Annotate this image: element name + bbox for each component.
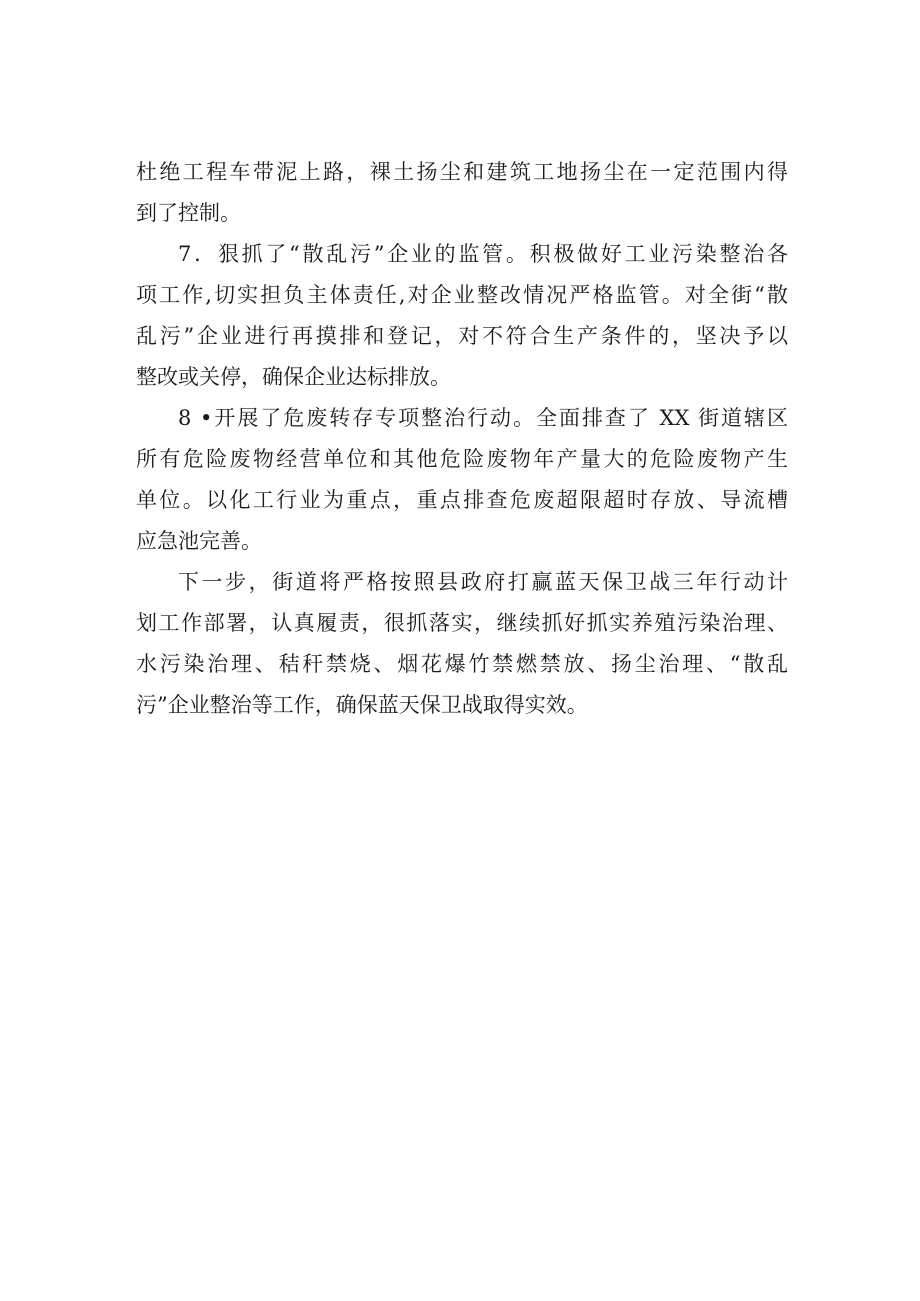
paragraph-continuation xyxy=(136,152,788,234)
document-body xyxy=(136,152,788,726)
text-line: 乱污”企业进行再摸排和登记，对不符合生产条件的，坚决予以 xyxy=(136,324,788,348)
text-line: 所有危险废物经营单位和其他危险废物年产量大的危险废物产生 xyxy=(136,447,788,471)
paragraph-next-steps xyxy=(136,562,788,726)
text-line: 单位。以化工行业为重点，重点排查危废超限超时存放、导流槽 xyxy=(136,488,788,512)
text-line: 应急池完善。 xyxy=(136,529,262,553)
text-line: 杜绝工程车带泥上路，裸土扬尘和建筑工地扬尘在一定范围内得 xyxy=(136,160,788,184)
text-line: 污”企业整治等工作，确保蓝天保卫战取得实效。 xyxy=(136,693,588,717)
text-line: 划工作部署，认真履责，很抓落实，继续抓好抓实养殖污染治理、 xyxy=(136,611,788,635)
text-line: 水污染治理、秸秆禁烧、烟花爆竹禁燃禁放、扬尘治理、“散乱 xyxy=(136,652,788,676)
text-line: 到了控制。 xyxy=(136,201,241,225)
text-line: 整改或关停，确保企业达标排放。 xyxy=(136,365,451,389)
text-line: 下一步，街道将严格按照县政府打赢蓝天保卫战三年行动计 xyxy=(178,570,788,594)
text-line: 项工作,切实担负主体责任,对企业整改情况严格监管。对全街“散 xyxy=(136,283,788,307)
text-line: 7．狠抓了“散乱污”企业的监管。积极做好工业污染整治各 xyxy=(178,242,788,266)
paragraph-item-8 xyxy=(136,398,788,562)
paragraph-item-7 xyxy=(136,234,788,398)
text-line: 8 •开展了危废转存专项整治行动。全面排查了 XX 街道辖区 xyxy=(178,406,788,430)
